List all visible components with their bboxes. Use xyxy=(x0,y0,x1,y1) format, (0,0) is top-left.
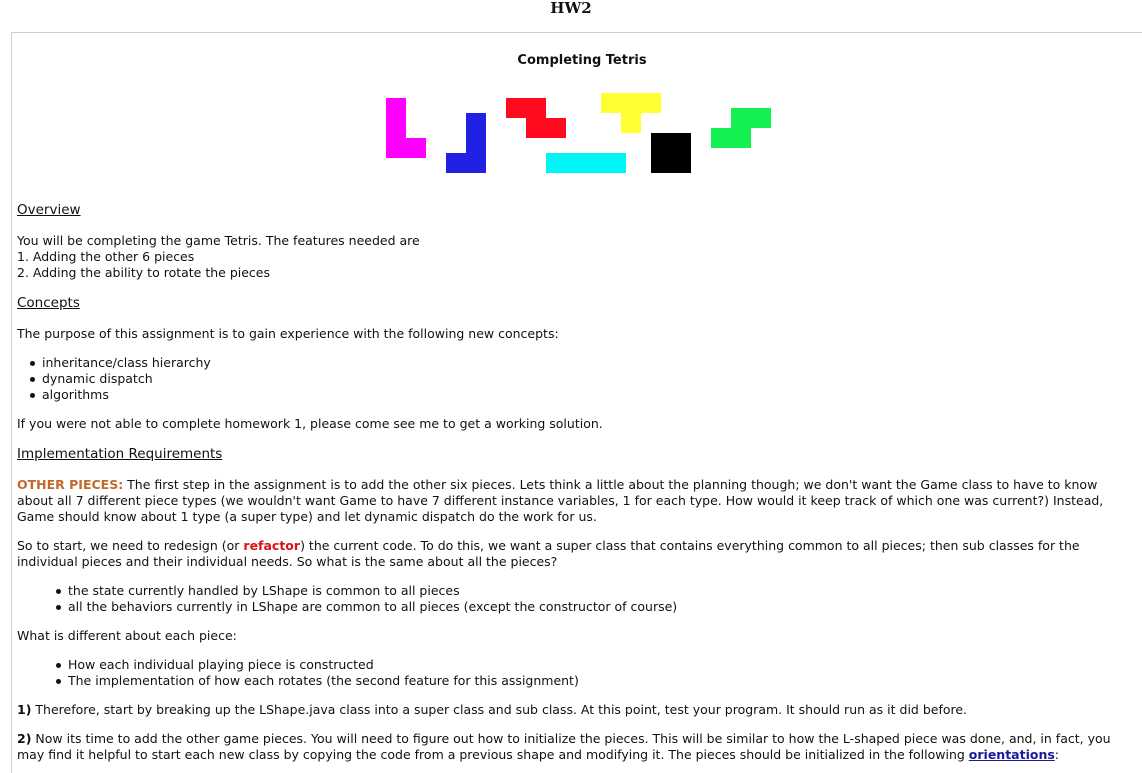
list-item: all the behaviors currently in LShape are common to all pieces (except the constructor of course) xyxy=(54,599,677,615)
list-item: inheritance/class hierarchy xyxy=(28,355,211,371)
refactor-term: refactor xyxy=(243,538,301,553)
implementation-heading: Implementation Requirements xyxy=(17,446,223,462)
step-1-text: Therefore, start by breaking up the LShape.java class into a super class and sub class. At this point, test your program. It should run as it did before. xyxy=(31,702,968,717)
redesign-text-a: So to start, we need to redesign (or xyxy=(17,538,244,553)
document-title: HW2 xyxy=(550,0,592,17)
step-1-number: 1) xyxy=(17,702,32,717)
overview-item-1: 1. Adding the other 6 pieces xyxy=(17,249,195,264)
redesign-paragraph xyxy=(17,538,1137,570)
step-2-end: : xyxy=(1054,747,1060,762)
list-item: How each individual playing piece is constructed xyxy=(54,657,579,673)
list-item: dynamic dispatch xyxy=(28,371,211,387)
page-heading: Completing Tetris xyxy=(517,53,647,68)
concepts-list xyxy=(28,355,211,403)
concepts-heading: Concepts xyxy=(17,295,80,311)
overview-text xyxy=(17,233,1137,281)
different-list xyxy=(54,657,579,689)
step-2-paragraph xyxy=(17,731,1137,763)
overview-heading: Overview xyxy=(17,202,81,218)
other-pieces-label: OTHER PIECES: xyxy=(17,477,124,492)
other-pieces-text: The first step in the assignment is to add the other six pieces. Lets think a little about the planning though; we don't want the Game class to have to know about all 7 different piece types (we wouldn't want Game to have 7 different instance variables, 1 for each type. How would it keep track of which one was current?) Instead, Game should know about 1 type (a super type) and let dynamic dispatch do the work for us. xyxy=(17,477,1104,524)
list-item: The implementation of how each rotates (the second feature for this assignment) xyxy=(54,673,579,689)
step-2-text: Now its time to add the other game pieces. You will need to figure out how to initialize the pieces. This will be similar to how the L-shaped piece was done, and, in fact, you may find it helpful to start each new class by copying the code from a previous shape and modifying it. The pieces should be initialized in the following xyxy=(17,731,1111,762)
orientations-link[interactable]: orientations xyxy=(968,747,1055,762)
redesign-text-b: ) the current code. To do this, we want a super class that contains everything common to all pieces; then sub classes for the individual pieces and their individual needs. So what is the same about all the pieces? xyxy=(17,538,1080,569)
list-item: algorithms xyxy=(28,387,211,403)
concepts-note: If you were not able to complete homework 1, please come see me to get a working solution. xyxy=(17,416,603,431)
overview-item-2: 2. Adding the ability to rotate the pieces xyxy=(17,265,270,280)
concepts-intro: The purpose of this assignment is to gain experience with the following new concepts: xyxy=(17,326,559,341)
different-intro: What is different about each piece: xyxy=(17,628,237,643)
other-pieces-paragraph xyxy=(17,477,1137,525)
step-1-paragraph xyxy=(17,702,1137,718)
overview-intro: You will be completing the game Tetris. The features needed are xyxy=(17,233,420,248)
same-list xyxy=(54,583,677,615)
list-item: the state currently handled by LShape is common to all pieces xyxy=(54,583,677,599)
step-2-number: 2) xyxy=(17,731,32,746)
